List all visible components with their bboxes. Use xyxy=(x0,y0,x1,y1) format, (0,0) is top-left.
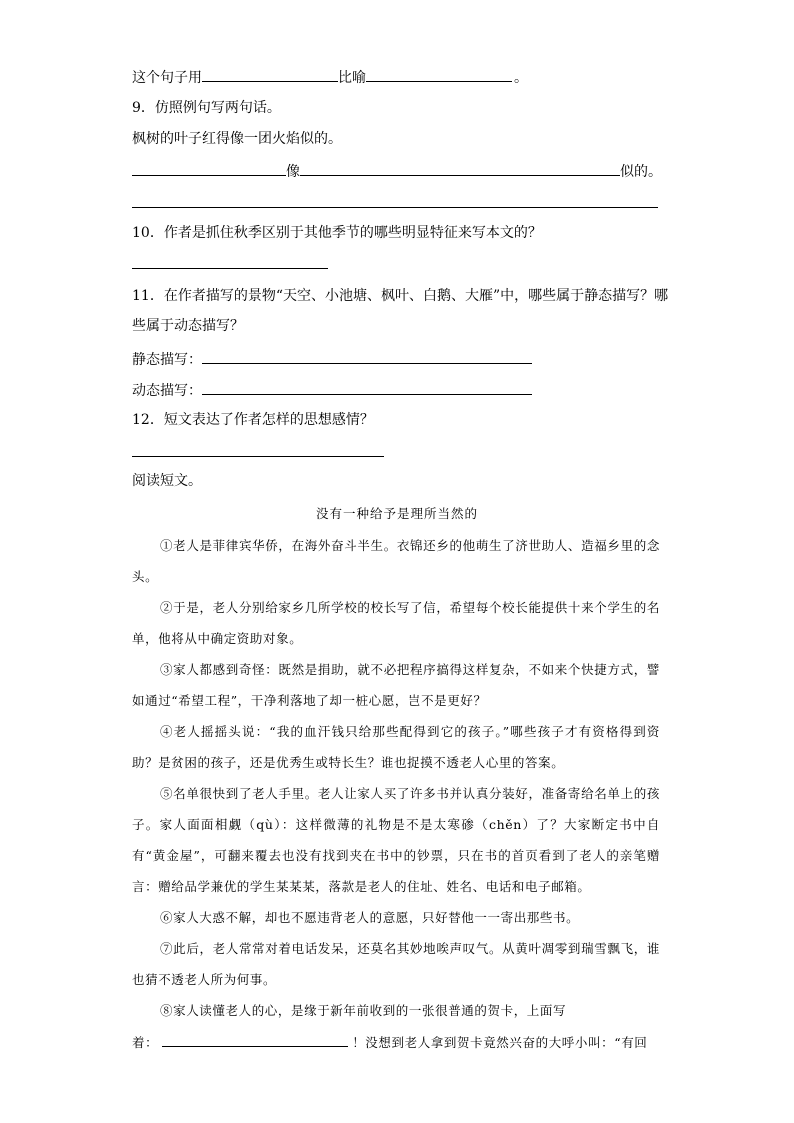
q8-middle: 比喻 xyxy=(338,70,366,86)
q10-answer-rule[interactable] xyxy=(132,268,328,269)
passage-paragraph-8-line1: ⑧家人读懂老人的心，是缘于新年前收到的一张很普通的贺卡，上面写 xyxy=(160,1003,567,1018)
q9-example: 枫树的叶子红得像一团火焰似的。 xyxy=(132,131,342,147)
passage-paragraph-2: ②于是，老人分别给家乡几所学校的校长写了信，希望每个校长能提供十来个学生的名单，他将从中确定资助对象。 xyxy=(132,600,660,646)
q11-dynamic-label: 动态描写： xyxy=(132,383,202,399)
q8-blank-2[interactable] xyxy=(366,66,512,82)
passage-title: 没有一种给予是理所当然的 xyxy=(315,506,478,521)
q9-blank-2[interactable] xyxy=(300,160,620,176)
reading-intro: 阅读短文。 xyxy=(132,473,202,489)
q8-suffix: 。 xyxy=(514,70,528,86)
q9-answer-rule-2[interactable] xyxy=(132,207,658,208)
p8-blank[interactable] xyxy=(162,1031,348,1047)
q10-title: 10．作者是抓住秋季区别于其他季节的哪些明显特征来写本文的？ xyxy=(132,225,542,241)
passage-paragraph-5: ⑤名单很快到了老人手里。老人让家人买了许多书并认真分装好，准备寄给名单上的孩子。家人面面相觑（qù）：这样微薄的礼物是不是太寒碜（chěn）了？大家断定书中自有“黄金屋”，可翻来覆去也没有找到夹在书中的钞票，只在书的首页看到了老人的亲笔赠言：赠给品学兼优的学生某某某，落款是老人的住址、姓名、电话和电子邮箱。 xyxy=(132,786,660,894)
q9-answer-line xyxy=(132,160,662,182)
q9-like: 像 xyxy=(286,164,300,180)
q12-answer-rule[interactable] xyxy=(132,456,384,457)
passage-paragraph-1: ①老人是菲律宾华侨，在海外奋斗半生。衣锦还乡的他萌生了济世助人、造福乡里的念头。 xyxy=(132,538,660,584)
q8-answer-line xyxy=(132,66,528,88)
q11-static-label: 静态描写： xyxy=(132,352,202,368)
q9-ending: 似的。 xyxy=(620,164,662,180)
passage-paragraph-8-line2 xyxy=(132,1031,647,1053)
q12-title: 12．短文表达了作者怎样的思想感情？ xyxy=(132,412,374,428)
q11-static-blank[interactable] xyxy=(202,348,532,364)
passage-paragraph-6: ⑥家人大惑不解，却也不愿违背老人的意愿，只好替他一一寄出那些书。 xyxy=(160,910,580,925)
passage-paragraph-3: ③家人都感到奇怪：既然是捐助，就不必把程序搞得这样复杂，不如来个快捷方式，譬如通过“希望工程”，干净利落地了却一桩心愿，岂不是更好？ xyxy=(132,662,660,708)
p8-suffix: ！没想到老人拿到贺卡竟然兴奋的大呼小叫：“有回 xyxy=(352,1035,648,1050)
p8-prefix: 着： xyxy=(132,1035,159,1050)
q9-blank-1[interactable] xyxy=(132,160,286,176)
q11-title-line2: 些属于动态描写？ xyxy=(132,318,244,334)
q9-title: 9．仿照例句写两句话。 xyxy=(132,100,281,116)
q8-prefix: 这个句子用 xyxy=(132,70,202,86)
q11-dynamic-row xyxy=(132,379,532,401)
q11-static-row xyxy=(132,348,532,370)
passage-paragraph-7: ⑦此后，老人常常对着电话发呆，还莫名其妙地唉声叹气。从黄叶凋零到瑞雪飘飞，谁也猜不透老人所为何事。 xyxy=(132,941,660,987)
q8-blank-1[interactable] xyxy=(202,66,338,82)
passage-paragraph-4: ④老人摇摇头说：“我的血汗钱只给那些配得到它的孩子。”哪些孩子才有资格得到资助？是贫困的孩子，还是优秀生或特长生？谁也捉摸不透老人心里的答案。 xyxy=(132,724,660,770)
q11-title-line1: 11．在作者描写的景物“天空、小池塘、枫叶、白鹅、大雁”中，哪些属于静态描写？哪 xyxy=(132,288,669,304)
q11-dynamic-blank[interactable] xyxy=(202,379,532,395)
